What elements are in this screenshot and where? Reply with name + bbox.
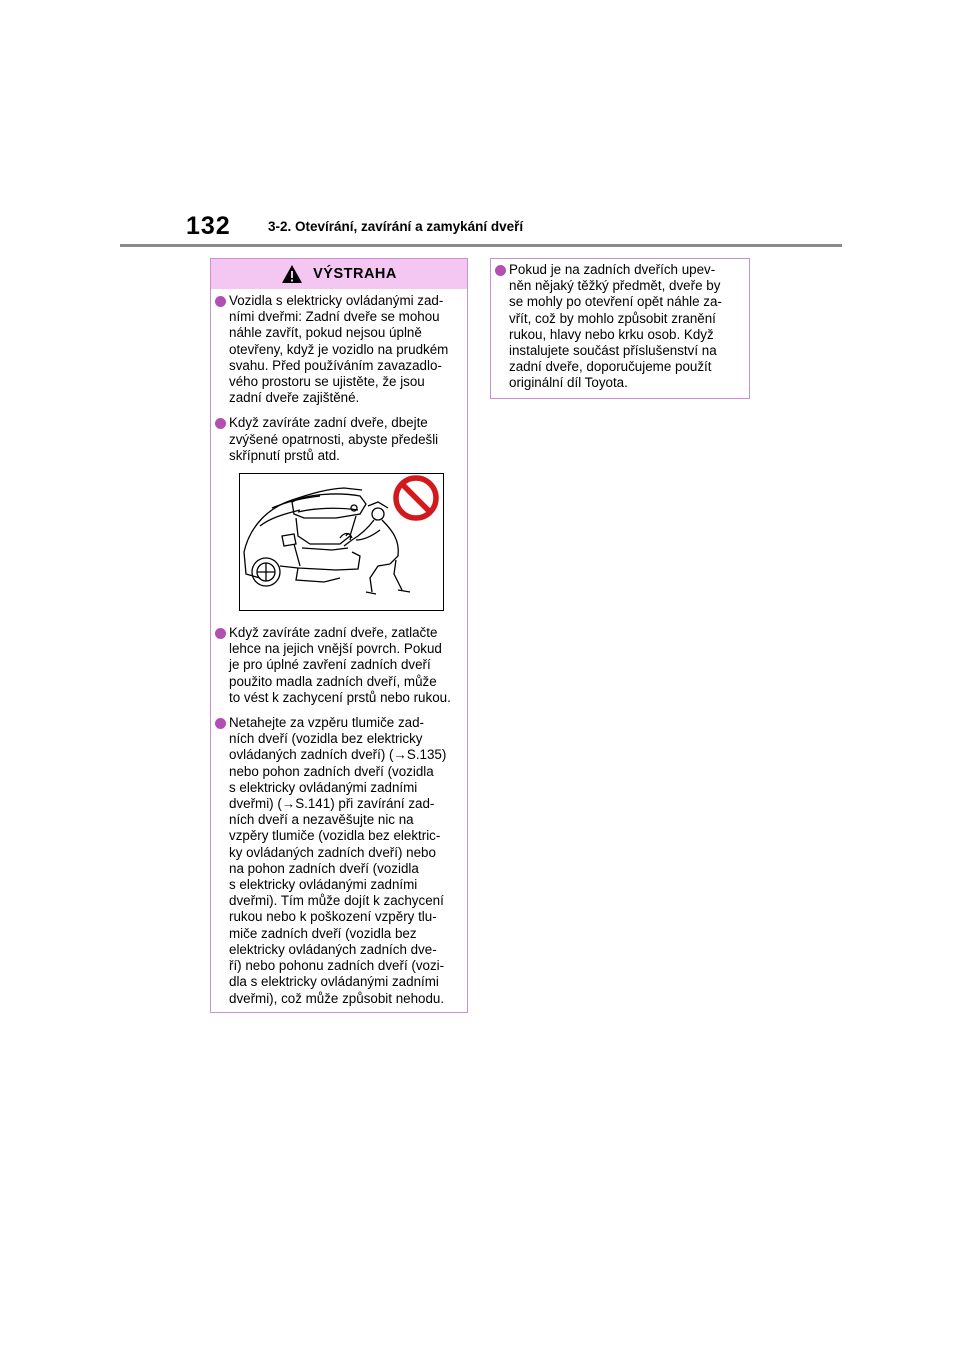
- list-item-text: Netahejte za vzpěru tlumiče zad- ních dveří (vozidla bez elektricky ovládaných zadních dveří) (→S.135) nebo pohon zadních dveří (vozidla s elektricky ovládanými zadními dveřmi) (→S.141) při zavírání zad- ních dveří a nezavěšujte nic na vzpěry tlumiče (vozidla bez elektric- ky ovládaných zadních dveří) nebo na pohon zadních dveří (vozidla s elektricky ovládanými zadními dveřmi). Tím může dojít k zachycení rukou nebo k poškození vzpěry tlu- miče zadních dveří (vozidla bez elektricky ovládaných zadních dve- ří) nebo pohonu zadních dveří (vozi- dla s elektricky ovládanými zadními dveřmi), což může způsobit nehodu.: [229, 715, 447, 1006]
- warning-triangle-icon: [281, 264, 303, 284]
- list-item: [215, 625, 461, 706]
- bullet-icon: [495, 265, 506, 276]
- list-item-text: Vozidla s elektricky ovládanými zad- ními dveřmi: Zadní dveře se mohou náhle zavřít, pokud nejsou úplně otevřeny, když je vozidlo na prudkém svahu. Před používáním zavazadlo- vého prostoru se ujistěte, že jsou zadní dveře zajištěné.: [229, 293, 449, 406]
- section-title: 3-2. Otevírání, zavírání a zamykání dveří: [268, 219, 524, 234]
- side-note-box: [490, 258, 750, 399]
- bullet-icon: [215, 628, 226, 639]
- list-item-text: Když zavíráte zadní dveře, zatlačte lehce na jejich vnější povrch. Pokud je pro úplné zavření zadních dveří použito madla zadních dveří, může to vést k zachycení prstů nebo rukou.: [229, 625, 451, 705]
- car-tailgate-drawing: [240, 474, 443, 610]
- bullet-icon: [215, 718, 226, 729]
- warning-header: [211, 259, 467, 289]
- list-item: [215, 293, 461, 406]
- list-item-text: Když zavíráte zadní dveře, dbejte zvýšené opatrnosti, abyste předešli skřípnutí prstů atd.: [229, 415, 439, 463]
- warning-title: VÝSTRAHA: [313, 266, 397, 282]
- tailgate-illustration: [239, 473, 444, 611]
- header-rule: [120, 244, 842, 247]
- list-item: [215, 715, 461, 1007]
- bullet-icon: [215, 296, 226, 307]
- list-item: [495, 262, 743, 392]
- bullet-icon: [215, 418, 226, 429]
- list-item-text: Pokud je na zadních dveřích upev- něn nějaký těžký předmět, dveře by se mohly po otevření opět náhle za- vřít, což by mohlo způsobit zranění rukou, hlavy nebo krku osob. Když instalujete součást příslušenství na zadní dveře, doporučujeme použít originální díl Toyota.: [509, 262, 722, 391]
- warning-box: [210, 258, 468, 1013]
- list-item: [215, 415, 461, 464]
- page-number: 132: [186, 212, 231, 240]
